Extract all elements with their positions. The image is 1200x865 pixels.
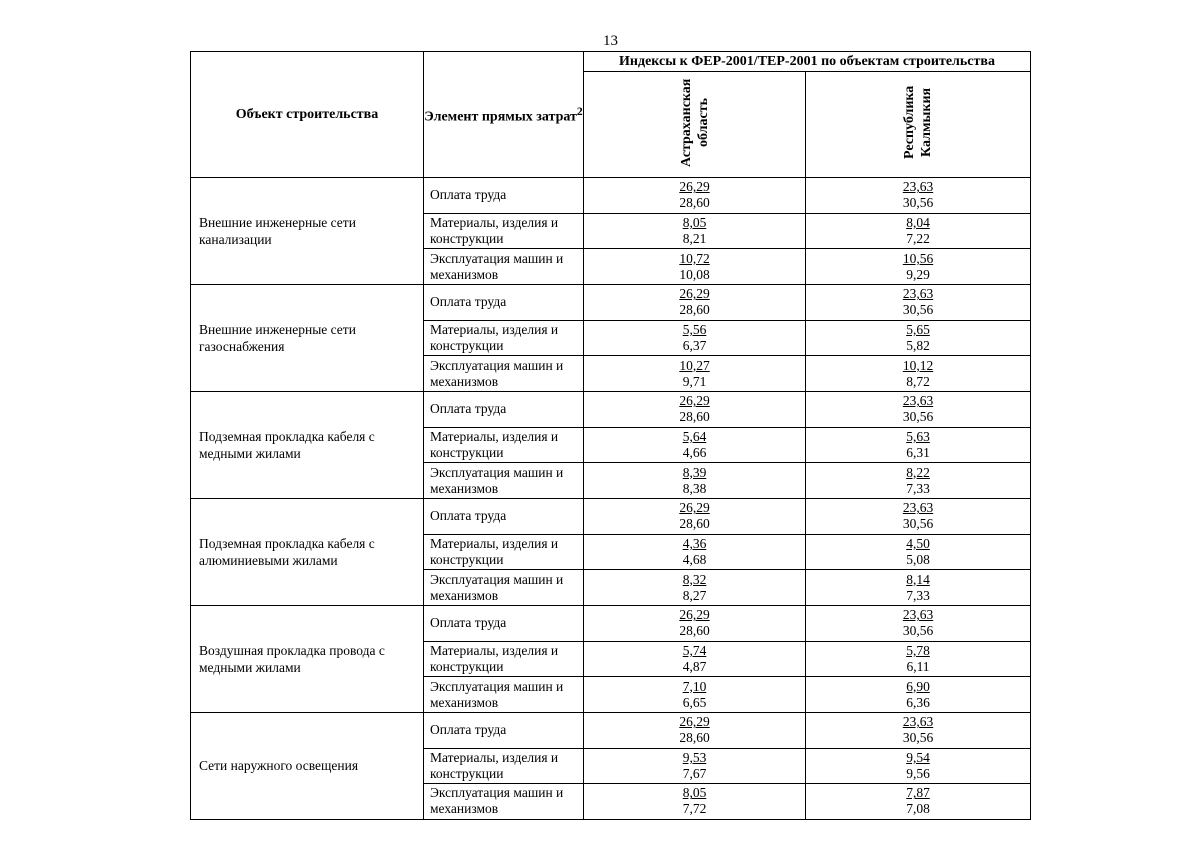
header-indices-group: Индексы к ФЕР-2001/ТЕР-2001 по объектам строительства <box>584 52 1031 72</box>
table-row <box>191 712 1031 748</box>
index-value-bottom: 9,71 <box>682 373 707 389</box>
index-value-bottom: 8,27 <box>682 587 707 603</box>
cost-element-cell: Эксплуатация машин и механизмов <box>424 784 584 820</box>
cost-element-cell: Эксплуатация машин и механизмов <box>424 677 584 713</box>
index-value-bottom: 9,56 <box>906 765 930 781</box>
table-row <box>191 605 1031 641</box>
index-value-bottom: 30,56 <box>902 623 934 639</box>
cost-element-cell: Оплата труда <box>424 391 584 427</box>
index-value-bottom: 7,67 <box>682 765 707 781</box>
index-value-top: 5,65 <box>906 321 930 337</box>
table-row <box>191 178 1031 214</box>
index-value-bottom: 6,11 <box>906 658 930 674</box>
object-name-cell: Сети наружного освещения <box>191 712 424 819</box>
index-value-bottom: 6,31 <box>906 444 930 460</box>
index-value-bottom: 6,37 <box>682 337 707 353</box>
value-cell-astrakhan <box>584 534 806 570</box>
object-name-cell: Подземная прокладка кабеля с медными жилами <box>191 391 424 498</box>
index-value-top: 10,27 <box>679 357 710 373</box>
cost-element-cell: Материалы, изделия и конструкции <box>424 641 584 677</box>
value-cell-astrakhan <box>584 712 806 748</box>
index-value-bottom: 5,82 <box>906 337 930 353</box>
value-cell-astrakhan <box>584 178 806 214</box>
index-value-top: 9,54 <box>906 749 930 765</box>
index-value-bottom: 7,33 <box>906 480 930 496</box>
index-value-bottom: 28,60 <box>679 195 710 211</box>
value-cell-astrakhan <box>584 463 806 499</box>
index-value-top: 10,56 <box>902 250 934 266</box>
index-value-bottom: 4,66 <box>682 444 707 460</box>
value-cell-kalmykia <box>806 498 1031 534</box>
index-value-bottom: 6,65 <box>682 694 707 710</box>
index-value-top: 8,39 <box>682 464 707 480</box>
cost-element-cell: Оплата труда <box>424 178 584 214</box>
index-value-top: 26,29 <box>679 607 710 623</box>
cost-element-cell: Эксплуатация машин и механизмов <box>424 463 584 499</box>
index-value-bottom: 30,56 <box>902 730 934 746</box>
header-element <box>424 52 584 178</box>
index-value-bottom: 28,60 <box>679 623 710 639</box>
index-value-top: 23,63 <box>902 607 934 623</box>
value-cell-kalmykia <box>806 213 1031 249</box>
index-value-top: 23,63 <box>902 393 934 409</box>
table-row <box>191 284 1031 320</box>
index-value-bottom: 30,56 <box>902 195 934 211</box>
table-body <box>191 178 1031 820</box>
index-value-top: 5,63 <box>906 428 930 444</box>
index-value-top: 10,12 <box>902 357 934 373</box>
header-region-astrakhan-label: Астраханская область <box>678 78 711 167</box>
value-cell-kalmykia <box>806 748 1031 784</box>
value-cell-kalmykia <box>806 391 1031 427</box>
value-cell-astrakhan <box>584 570 806 606</box>
value-cell-astrakhan <box>584 213 806 249</box>
index-value-bottom: 8,38 <box>682 480 707 496</box>
index-value-top: 8,05 <box>682 214 707 230</box>
index-value-top: 23,63 <box>902 500 934 516</box>
index-value-top: 23,63 <box>902 179 934 195</box>
value-cell-kalmykia <box>806 677 1031 713</box>
value-cell-astrakhan <box>584 356 806 392</box>
index-value-top: 26,29 <box>679 714 710 730</box>
index-value-top: 5,64 <box>682 428 707 444</box>
value-cell-astrakhan <box>584 284 806 320</box>
index-value-bottom: 10,08 <box>679 266 710 282</box>
value-cell-kalmykia <box>806 427 1031 463</box>
index-value-top: 5,78 <box>906 642 930 658</box>
value-cell-kalmykia <box>806 356 1031 392</box>
index-value-top: 4,50 <box>906 535 930 551</box>
cost-element-cell: Оплата труда <box>424 712 584 748</box>
index-value-bottom: 6,36 <box>906 694 930 710</box>
value-cell-astrakhan <box>584 641 806 677</box>
index-value-top: 23,63 <box>902 714 934 730</box>
index-value-top: 8,04 <box>906 214 930 230</box>
index-value-top: 8,32 <box>682 571 707 587</box>
index-value-top: 7,10 <box>682 678 707 694</box>
index-value-bottom: 7,22 <box>906 230 930 246</box>
cost-element-cell: Материалы, изделия и конструкции <box>424 213 584 249</box>
index-value-bottom: 7,33 <box>906 587 930 603</box>
value-cell-astrakhan <box>584 784 806 820</box>
value-cell-astrakhan <box>584 320 806 356</box>
table-row <box>191 391 1031 427</box>
index-value-bottom: 4,87 <box>682 658 707 674</box>
cost-element-cell: Оплата труда <box>424 498 584 534</box>
cost-element-cell: Материалы, изделия и конструкции <box>424 534 584 570</box>
object-name-cell: Воздушная прокладка провода с медными жилами <box>191 605 424 712</box>
header-region-kalmykia <box>806 72 1031 178</box>
index-value-top: 8,05 <box>682 785 707 801</box>
index-value-bottom: 30,56 <box>902 302 934 318</box>
index-value-bottom: 28,60 <box>679 730 710 746</box>
value-cell-astrakhan <box>584 498 806 534</box>
index-value-bottom: 7,08 <box>906 801 930 817</box>
value-cell-astrakhan <box>584 427 806 463</box>
index-value-top: 8,22 <box>906 464 930 480</box>
value-cell-kalmykia <box>806 641 1031 677</box>
value-cell-kalmykia <box>806 534 1031 570</box>
index-value-top: 26,29 <box>679 500 710 516</box>
cost-element-cell: Материалы, изделия и конструкции <box>424 748 584 784</box>
value-cell-kalmykia <box>806 249 1031 285</box>
index-value-bottom: 8,72 <box>906 373 930 389</box>
index-value-top: 26,29 <box>679 393 710 409</box>
index-value-top: 26,29 <box>679 179 710 195</box>
cost-element-cell: Оплата труда <box>424 284 584 320</box>
index-value-bottom: 9,29 <box>906 266 930 282</box>
index-value-top: 6,90 <box>906 678 930 694</box>
index-value-top: 4,36 <box>682 535 707 551</box>
value-cell-kalmykia <box>806 712 1031 748</box>
index-value-bottom: 28,60 <box>679 302 710 318</box>
index-value-top: 10,72 <box>679 250 710 266</box>
index-value-bottom: 5,08 <box>906 551 930 567</box>
cost-element-cell: Материалы, изделия и конструкции <box>424 320 584 356</box>
value-cell-kalmykia <box>806 463 1031 499</box>
value-cell-kalmykia <box>806 284 1031 320</box>
value-cell-kalmykia <box>806 570 1031 606</box>
cost-element-cell: Эксплуатация машин и механизмов <box>424 356 584 392</box>
value-cell-kalmykia <box>806 605 1031 641</box>
index-value-top: 5,56 <box>682 321 707 337</box>
value-cell-kalmykia <box>806 320 1031 356</box>
index-value-bottom: 30,56 <box>902 409 934 425</box>
header-object: Объект строительства <box>191 52 424 178</box>
header-region-kalmykia-label: Республика Калмыкия <box>902 85 934 160</box>
page-number: 13 <box>603 33 618 49</box>
header-element-footnote: 2 <box>576 105 583 119</box>
value-cell-astrakhan <box>584 249 806 285</box>
cost-element-cell: Материалы, изделия и конструкции <box>424 427 584 463</box>
index-value-top: 8,14 <box>906 571 930 587</box>
header-region-astrakhan <box>584 72 806 178</box>
index-value-bottom: 28,60 <box>679 409 710 425</box>
object-name-cell: Внешние инженерные сети канализации <box>191 178 424 285</box>
index-value-top: 26,29 <box>679 286 710 302</box>
index-value-top: 9,53 <box>682 749 707 765</box>
cost-element-cell: Оплата труда <box>424 605 584 641</box>
index-value-bottom: 8,21 <box>682 230 707 246</box>
indices-table <box>190 51 1031 820</box>
header-element-label: Элемент прямых затрат <box>424 109 577 125</box>
index-value-bottom: 28,60 <box>679 516 710 532</box>
object-name-cell: Подземная прокладка кабеля с алюминиевыми жилами <box>191 498 424 605</box>
index-value-top: 23,63 <box>902 286 934 302</box>
index-value-bottom: 30,56 <box>902 516 934 532</box>
table-row <box>191 498 1031 534</box>
cost-element-cell: Эксплуатация машин и механизмов <box>424 249 584 285</box>
cost-element-cell: Эксплуатация машин и механизмов <box>424 570 584 606</box>
value-cell-astrakhan <box>584 677 806 713</box>
value-cell-astrakhan <box>584 748 806 784</box>
value-cell-astrakhan <box>584 605 806 641</box>
value-cell-astrakhan <box>584 391 806 427</box>
index-value-bottom: 7,72 <box>682 801 707 817</box>
index-value-bottom: 4,68 <box>682 551 707 567</box>
object-name-cell: Внешние инженерные сети газоснабжения <box>191 284 424 391</box>
index-value-top: 5,74 <box>682 642 707 658</box>
index-value-top: 7,87 <box>906 785 930 801</box>
value-cell-kalmykia <box>806 784 1031 820</box>
value-cell-kalmykia <box>806 178 1031 214</box>
